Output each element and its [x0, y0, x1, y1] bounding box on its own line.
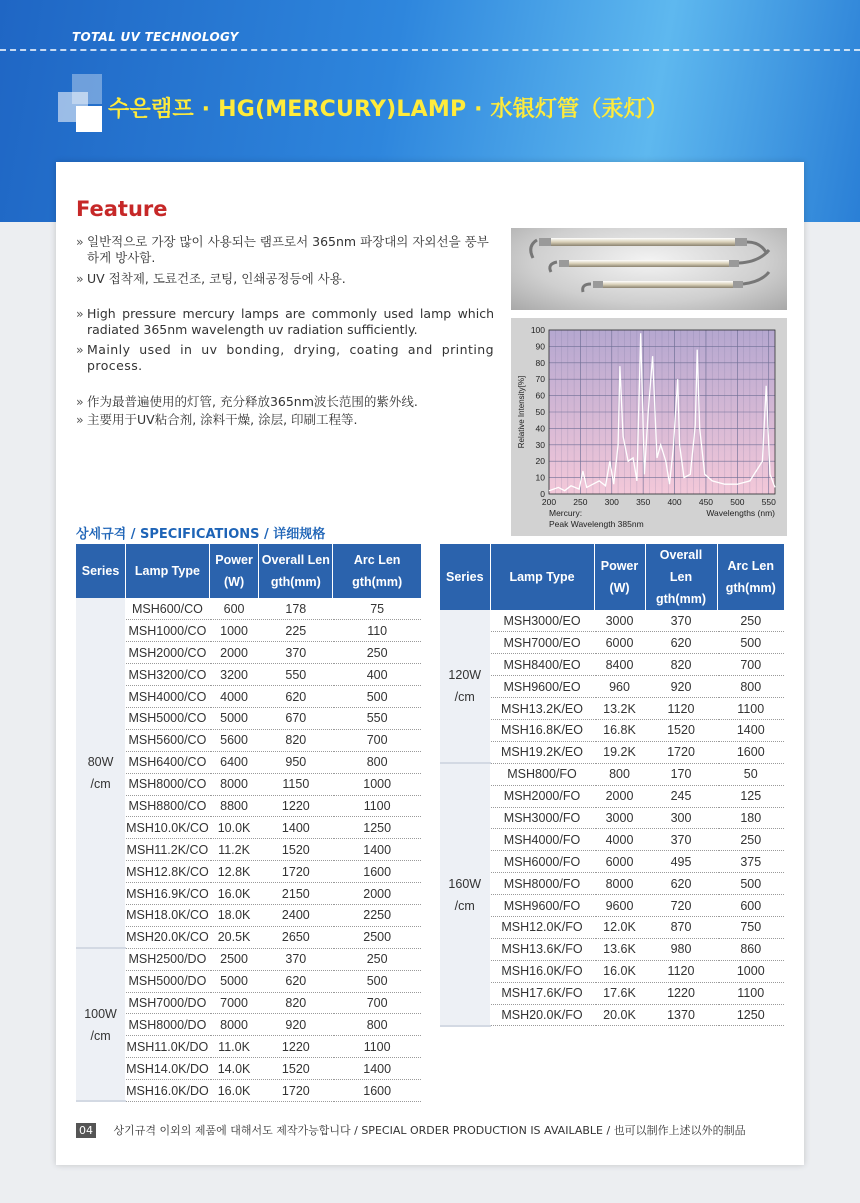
overall-length-cell: 620	[645, 873, 717, 895]
power-cell: 4000	[594, 829, 645, 851]
overall-length-cell: 1520	[259, 1058, 333, 1080]
y-tick-label: 60	[535, 390, 545, 401]
power-cell: 16.0K	[594, 960, 645, 982]
table-row	[440, 916, 784, 938]
table-row	[76, 839, 421, 861]
lamp-type-cell: MSH16.0K/FO	[490, 960, 594, 982]
table-row	[440, 873, 784, 895]
arc-length-cell: 1250	[717, 1004, 784, 1026]
lamp-type-cell: MSH600/CO	[126, 598, 210, 620]
feature-bullets-kr	[76, 234, 494, 287]
arc-length-cell: 2250	[333, 904, 421, 926]
overall-length-cell: 1720	[259, 861, 333, 883]
arc-length-cell: 1250	[333, 817, 421, 839]
spec-table-right	[440, 544, 784, 1027]
arc-length-cell: 180	[717, 807, 784, 829]
table-row	[76, 1080, 421, 1102]
power-cell: 600	[209, 598, 259, 620]
arc-length-cell: 2000	[333, 883, 421, 905]
arc-length-cell: 125	[717, 785, 784, 807]
overall-length-cell: 370	[645, 610, 717, 632]
power-cell: 17.6K	[594, 982, 645, 1004]
power-cell: 8000	[209, 773, 259, 795]
lamp-type-cell: MSH12.0K/FO	[490, 916, 594, 938]
table-row	[76, 904, 421, 926]
overall-length-cell: 1220	[645, 982, 717, 1004]
power-cell: 6400	[209, 751, 259, 773]
arc-length-cell: 800	[333, 1014, 421, 1036]
lamp-type-cell: MSH20.0K/FO	[490, 1004, 594, 1026]
table-row	[76, 642, 421, 664]
overall-length-cell: 820	[645, 654, 717, 676]
chart-caption-line1: Mercury:	[549, 508, 583, 518]
table-row	[440, 741, 784, 763]
table-row	[440, 829, 784, 851]
overall-length-cell: 370	[259, 642, 333, 664]
overall-length-cell: 620	[645, 632, 717, 654]
lamp-type-cell: MSH16.8K/EO	[490, 719, 594, 741]
overall-length-cell: 370	[645, 829, 717, 851]
overall-length-cell: 1220	[259, 795, 333, 817]
power-cell: 2500	[209, 948, 259, 970]
table-row	[76, 948, 421, 970]
y-tick-label: 50	[535, 407, 545, 417]
table-row	[76, 1036, 421, 1058]
lamp-type-cell: MSH8000/FO	[490, 873, 594, 895]
arc-length-cell: 1000	[333, 773, 421, 795]
overall-length-cell: 170	[645, 763, 717, 785]
table-row	[440, 719, 784, 741]
power-cell: 19.2K	[594, 741, 645, 763]
arc-length-cell: 1100	[717, 982, 784, 1004]
arc-length-cell: 1100	[333, 795, 421, 817]
table-row	[440, 698, 784, 720]
feature-bullets-cn	[76, 394, 494, 428]
power-cell: 8400	[594, 654, 645, 676]
arc-length-cell: 500	[717, 632, 784, 654]
lamp-type-cell: MSH8400/EO	[490, 654, 594, 676]
table-row	[440, 1004, 784, 1026]
power-cell: 5600	[209, 729, 259, 751]
arc-length-cell: 1600	[333, 1080, 421, 1102]
lamp-type-cell: MSH20.0K/CO	[126, 926, 210, 948]
overall-length-cell: 820	[259, 992, 333, 1014]
page-title: 수은램프 · HG(MERCURY)LAMP · 水银灯管（汞灯）	[108, 97, 669, 122]
overall-length-cell: 300	[645, 807, 717, 829]
col-header-series: Series	[440, 544, 490, 610]
footer-note: 상기규격 이외의 제품에 대해서도 제작가능합니다 / SPECIAL ORDER PRODUCTION IS AVAILABLE / 也可以制作上述以外的制品	[113, 1124, 746, 1137]
table-row	[76, 664, 421, 686]
arc-length-cell: 375	[717, 851, 784, 873]
spectrum-chart	[511, 318, 787, 536]
table-row	[76, 598, 421, 620]
arc-length-cell: 1400	[717, 719, 784, 741]
col-header-overall-length: Overall Len gth(mm)	[645, 544, 717, 610]
lamp-type-cell: MSH9600/FO	[490, 895, 594, 917]
lamp-type-cell: MSH16.0K/DO	[126, 1080, 210, 1102]
power-cell: 20.5K	[209, 926, 259, 948]
table-row	[440, 938, 784, 960]
table-row	[76, 751, 421, 773]
header-dashed-divider	[0, 49, 860, 51]
power-cell: 12.8K	[209, 861, 259, 883]
table-row	[76, 926, 421, 948]
lamp-type-cell: MSH3200/CO	[126, 664, 210, 686]
power-cell: 1000	[209, 620, 259, 642]
lamp-photo	[511, 228, 787, 310]
lamp-type-cell: MSH9600/EO	[490, 676, 594, 698]
lamp-type-cell: MSH7000/EO	[490, 632, 594, 654]
power-cell: 11.2K	[209, 839, 259, 861]
arc-length-cell: 860	[717, 938, 784, 960]
overall-length-cell: 1520	[645, 719, 717, 741]
power-cell: 3000	[594, 610, 645, 632]
series-cell: 80W /cm	[76, 598, 126, 948]
table-row	[76, 795, 421, 817]
y-tick-label: 70	[535, 374, 545, 385]
arc-length-cell: 2500	[333, 926, 421, 948]
bullet-item: » 主要用于UV粘合剂, 涂料干燥, 涂层, 印刷工程等.	[76, 412, 358, 427]
power-cell: 8800	[209, 795, 259, 817]
lamp-type-cell: MSH8800/CO	[126, 795, 210, 817]
power-cell: 9600	[594, 895, 645, 917]
lamp-type-cell: MSH13.6K/FO	[490, 938, 594, 960]
x-tick-label: 350	[636, 497, 651, 507]
x-axis-label: Wavelengths (nm)	[706, 508, 775, 518]
table-row	[76, 686, 421, 708]
y-tick-label: 30	[535, 439, 545, 450]
power-cell: 5000	[209, 707, 259, 729]
power-cell: 3000	[594, 807, 645, 829]
bullet-item: » Mainly used in uv bonding, drying, coating and printing process.	[76, 342, 494, 373]
arc-length-cell: 700	[333, 729, 421, 751]
specifications-heading: 상세규격 / SPECIFICATIONS / 详细规格	[76, 527, 326, 542]
x-tick-label: 200	[541, 497, 557, 507]
table-row	[440, 610, 784, 632]
brand-text: TOTAL UV TECHNOLOGY	[72, 30, 239, 44]
overall-length-cell: 225	[259, 620, 333, 642]
lamp-type-cell: MSH2500/DO	[126, 948, 210, 970]
power-cell: 8000	[209, 1014, 259, 1036]
power-cell: 3200	[209, 664, 259, 686]
lamp-type-cell: MSH6400/CO	[126, 751, 210, 773]
feature-bullets-en	[76, 306, 494, 374]
lamp-type-cell: MSH8000/DO	[126, 1014, 210, 1036]
col-header-arc-length: Arc Len gth(mm)	[717, 544, 784, 610]
overall-length-cell: 1370	[645, 1004, 717, 1026]
table-row	[440, 763, 784, 785]
table-row	[440, 676, 784, 698]
page-number: 04	[76, 1123, 96, 1138]
arc-length-cell: 750	[717, 916, 784, 938]
power-cell: 16.0K	[209, 883, 259, 905]
table-row	[440, 960, 784, 982]
arc-length-cell: 250	[333, 642, 421, 664]
table-row	[440, 982, 784, 1004]
lamp-type-cell: MSH18.0K/CO	[126, 904, 210, 926]
lamp-type-cell: MSH11.0K/DO	[126, 1036, 210, 1058]
overall-length-cell: 820	[259, 729, 333, 751]
arc-length-cell: 1000	[717, 960, 784, 982]
overall-length-cell: 2650	[259, 926, 333, 948]
bullet-item: » UV 접착제, 도료건조, 코팅, 인쇄공정등에 사용.	[76, 271, 346, 286]
y-tick-label: 90	[535, 341, 545, 352]
col-header-power: Power (W)	[209, 544, 259, 598]
table-row	[440, 807, 784, 829]
power-cell: 6000	[594, 851, 645, 873]
arc-length-cell: 550	[333, 707, 421, 729]
series-cell: 160W /cm	[440, 763, 490, 1026]
feature-heading: Feature	[76, 197, 168, 221]
arc-length-cell: 110	[333, 620, 421, 642]
y-tick-label: 0	[540, 489, 545, 499]
arc-length-cell: 500	[333, 970, 421, 992]
power-cell: 7000	[209, 992, 259, 1014]
power-cell: 13.6K	[594, 938, 645, 960]
bullet-item: » 일반적으로 가장 많이 사용되는 램프로서 365nm 파장대의 자외선을 풍부하게 방사함.	[76, 234, 489, 265]
lamp-type-cell: MSH800/FO	[490, 763, 594, 785]
power-cell: 6000	[594, 632, 645, 654]
power-cell: 13.2K	[594, 698, 645, 720]
overall-length-cell: 1400	[259, 817, 333, 839]
y-tick-label: 20	[535, 456, 545, 467]
arc-length-cell: 700	[333, 992, 421, 1014]
arc-length-cell: 400	[333, 664, 421, 686]
lamp-type-cell: MSH2000/CO	[126, 642, 210, 664]
arc-length-cell: 50	[717, 763, 784, 785]
arc-length-cell: 1600	[717, 741, 784, 763]
spec-table-left	[76, 544, 421, 1102]
overall-length-cell: 1720	[259, 1080, 333, 1102]
overall-length-cell: 1720	[645, 741, 717, 763]
arc-length-cell: 800	[717, 676, 784, 698]
x-tick-label: 450	[698, 497, 714, 507]
bullet-item: » 作为最普遍使用的灯管, 充分释放365nm波长范围的紫外线.	[76, 394, 418, 409]
series-cell: 100W /cm	[76, 948, 126, 1101]
col-header-lamp-type: Lamp Type	[490, 544, 594, 610]
power-cell: 18.0K	[209, 904, 259, 926]
table-row	[76, 707, 421, 729]
table-row	[76, 729, 421, 751]
overall-length-cell: 2400	[259, 904, 333, 926]
lamp-type-cell: MSH19.2K/EO	[490, 741, 594, 763]
arc-length-cell: 600	[717, 895, 784, 917]
overall-length-cell: 1120	[645, 698, 717, 720]
table-row	[76, 861, 421, 883]
power-cell: 2000	[209, 642, 259, 664]
power-cell: 800	[594, 763, 645, 785]
overall-length-cell: 178	[259, 598, 333, 620]
y-tick-label: 10	[535, 472, 545, 483]
power-cell: 14.0K	[209, 1058, 259, 1080]
overall-length-cell: 980	[645, 938, 717, 960]
arc-length-cell: 1100	[717, 698, 784, 720]
overall-length-cell: 1120	[645, 960, 717, 982]
overall-length-cell: 1520	[259, 839, 333, 861]
series-cell: 120W /cm	[440, 610, 490, 763]
overall-length-cell: 920	[259, 1014, 333, 1036]
overall-length-cell: 1220	[259, 1036, 333, 1058]
table-row	[440, 851, 784, 873]
table-row	[440, 895, 784, 917]
overall-length-cell: 670	[259, 707, 333, 729]
overall-length-cell: 245	[645, 785, 717, 807]
arc-length-cell: 800	[333, 751, 421, 773]
overall-length-cell: 370	[259, 948, 333, 970]
overall-length-cell: 620	[259, 970, 333, 992]
x-tick-label: 500	[730, 497, 745, 507]
bullet-item: » High pressure mercury lamps are commonly used lamp which radiated 365nm wavelength uv radiation sufficiently.	[76, 306, 494, 337]
power-cell: 4000	[209, 686, 259, 708]
lamp-type-cell: MSH12.8K/CO	[126, 861, 210, 883]
table-row	[76, 620, 421, 642]
lamp-type-cell: MSH14.0K/DO	[126, 1058, 210, 1080]
arc-length-cell: 1400	[333, 1058, 421, 1080]
table-row	[76, 883, 421, 905]
y-tick-label: 40	[535, 423, 545, 434]
arc-length-cell: 250	[717, 829, 784, 851]
title-squares-icon	[58, 74, 104, 136]
lamp-type-cell: MSH6000/FO	[490, 851, 594, 873]
lamp-type-cell: MSH2000/FO	[490, 785, 594, 807]
lamp-type-cell: MSH11.2K/CO	[126, 839, 210, 861]
y-axis-label: Relative Intensity[%]	[517, 375, 526, 449]
overall-length-cell: 950	[259, 751, 333, 773]
overall-length-cell: 550	[259, 664, 333, 686]
power-cell: 20.0K	[594, 1004, 645, 1026]
arc-length-cell: 700	[717, 654, 784, 676]
overall-length-cell: 2150	[259, 883, 333, 905]
overall-length-cell: 720	[645, 895, 717, 917]
lamp-type-cell: MSH3000/EO	[490, 610, 594, 632]
table-row	[440, 785, 784, 807]
lamp-type-cell: MSH16.9K/CO	[126, 883, 210, 905]
power-cell: 8000	[594, 873, 645, 895]
arc-length-cell: 1400	[333, 839, 421, 861]
arc-length-cell: 1600	[333, 861, 421, 883]
lamp-type-cell: MSH10.0K/CO	[126, 817, 210, 839]
lamp-type-cell: MSH5000/CO	[126, 707, 210, 729]
power-cell: 12.0K	[594, 916, 645, 938]
x-tick-label: 300	[604, 497, 619, 507]
x-tick-label: 550	[761, 497, 776, 507]
y-tick-label: 100	[530, 325, 545, 335]
arc-length-cell: 1100	[333, 1036, 421, 1058]
lamp-type-cell: MSH4000/FO	[490, 829, 594, 851]
table-row	[76, 1014, 421, 1036]
col-header-power: Power (W)	[594, 544, 645, 610]
arc-length-cell: 250	[333, 948, 421, 970]
power-cell: 11.0K	[209, 1036, 259, 1058]
col-header-lamp-type: Lamp Type	[126, 544, 210, 598]
x-tick-label: 400	[667, 497, 682, 507]
lamp-type-cell: MSH17.6K/FO	[490, 982, 594, 1004]
overall-length-cell: 495	[645, 851, 717, 873]
arc-length-cell: 75	[333, 598, 421, 620]
table-row	[76, 992, 421, 1014]
lamp-type-cell: MSH3000/FO	[490, 807, 594, 829]
table-row	[76, 970, 421, 992]
table-row	[76, 817, 421, 839]
lamp-type-cell: MSH8000/CO	[126, 773, 210, 795]
lamp-type-cell: MSH7000/DO	[126, 992, 210, 1014]
lamp-type-cell: MSH4000/CO	[126, 686, 210, 708]
arc-length-cell: 500	[333, 686, 421, 708]
overall-length-cell: 1150	[259, 773, 333, 795]
col-header-overall-length: Overall Len gth(mm)	[259, 544, 333, 598]
power-cell: 2000	[594, 785, 645, 807]
power-cell: 5000	[209, 970, 259, 992]
table-row	[76, 1058, 421, 1080]
lamp-type-cell: MSH5000/DO	[126, 970, 210, 992]
power-cell: 960	[594, 676, 645, 698]
overall-length-cell: 620	[259, 686, 333, 708]
lamp-type-cell: MSH1000/CO	[126, 620, 210, 642]
table-row	[440, 632, 784, 654]
arc-length-cell: 250	[717, 610, 784, 632]
col-header-arc-length: Arc Len gth(mm)	[333, 544, 421, 598]
chart-caption-line2: Peak Wavelength 385nm	[549, 519, 644, 529]
lamp-type-cell: MSH13.2K/EO	[490, 698, 594, 720]
arc-length-cell: 500	[717, 873, 784, 895]
y-tick-label: 80	[535, 357, 545, 368]
x-tick-label: 250	[573, 497, 588, 507]
power-cell: 16.0K	[209, 1080, 259, 1102]
table-row	[440, 654, 784, 676]
table-row	[76, 773, 421, 795]
footer	[76, 1122, 796, 1138]
lamp-type-cell: MSH5600/CO	[126, 729, 210, 751]
col-header-series: Series	[76, 544, 126, 598]
power-cell: 10.0K	[209, 817, 259, 839]
overall-length-cell: 870	[645, 916, 717, 938]
power-cell: 16.8K	[594, 719, 645, 741]
overall-length-cell: 920	[645, 676, 717, 698]
